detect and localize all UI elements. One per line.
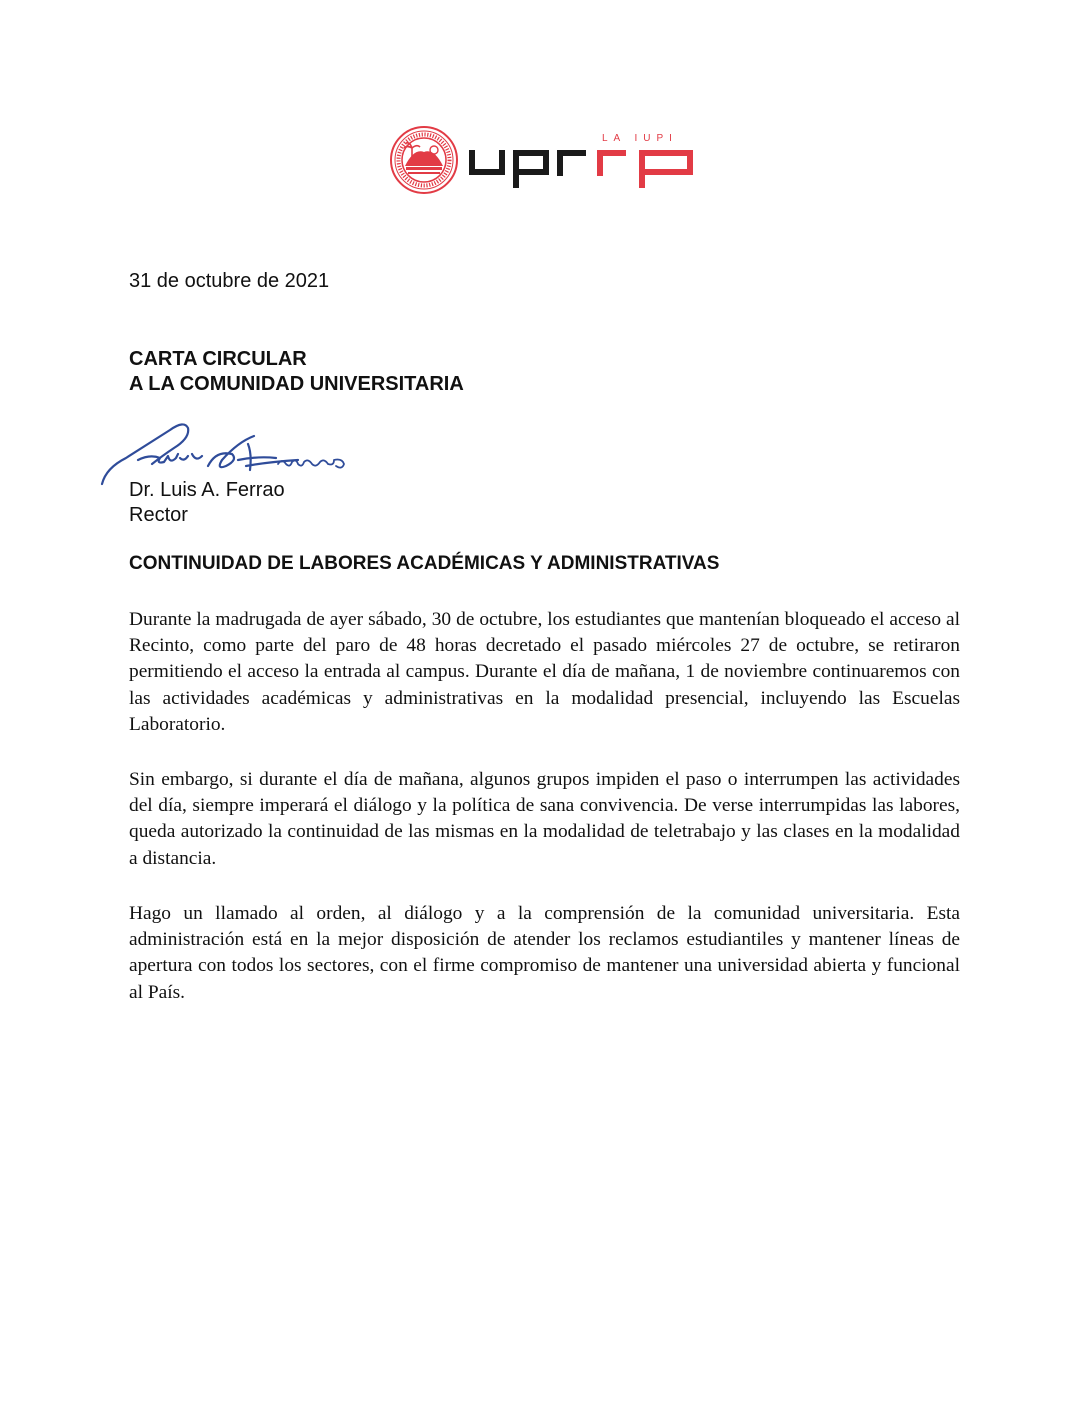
body-paragraph-3: Hago un llamado al orden, al diálogo y a la comprensión de la comunidad universitaria. Esta administración está en la mejor disposición de atender los reclamos estudiantiles y mantener líneas de apertura con todos los sectores, con el firme compromiso de mantener una universidad abierta y funcional al País. — [129, 903, 960, 1003]
university-seal-icon — [391, 127, 457, 193]
signer-name: Dr. Luis A. Ferrao — [129, 479, 285, 501]
uprrp-wordmark — [472, 150, 690, 188]
signer-title: Rector — [129, 504, 188, 526]
signer-block — [129, 478, 285, 528]
letter-date: 31 de octubre de 2021 — [129, 270, 330, 292]
heading-line-1: CARTA CIRCULAR — [129, 348, 307, 370]
letter-heading — [129, 347, 464, 397]
body-paragraph-2: Sin embargo, si durante el día de mañana, algunos grupos impiden el paso o interrumpen las actividades del día, siempre imperará el diálogo y la política de sana convivencia. De verse interrumpidas las labores, queda autorizado la continuidad de las mismas en la modalidad de teletrabajo y las clases en la modalidad a distancia. — [129, 769, 960, 869]
logo-tagline: LA IUPI — [602, 133, 678, 144]
letter-subject: CONTINUIDAD DE LABORES ACADÉMICAS Y ADMINISTRATIVAS — [129, 553, 720, 574]
letterhead-logo — [390, 126, 700, 194]
body-paragraph-1: Durante la madrugada de ayer sábado, 30 de octubre, los estudiantes que mantenían bloqueado el acceso al Recinto, como parte del paro de 48 horas decretado el pasado miércoles 27 de octubre, se retiraron permitiendo el acceso la entrada al campus. Durante el día de mañana, 1 de noviembre continuaremos con las actividades académicas y administrativas en la modalidad presencial, incluyendo las Escuelas Laboratorio. — [129, 609, 960, 735]
heading-line-2: A LA COMUNIDAD UNIVERSITARIA — [129, 373, 464, 395]
